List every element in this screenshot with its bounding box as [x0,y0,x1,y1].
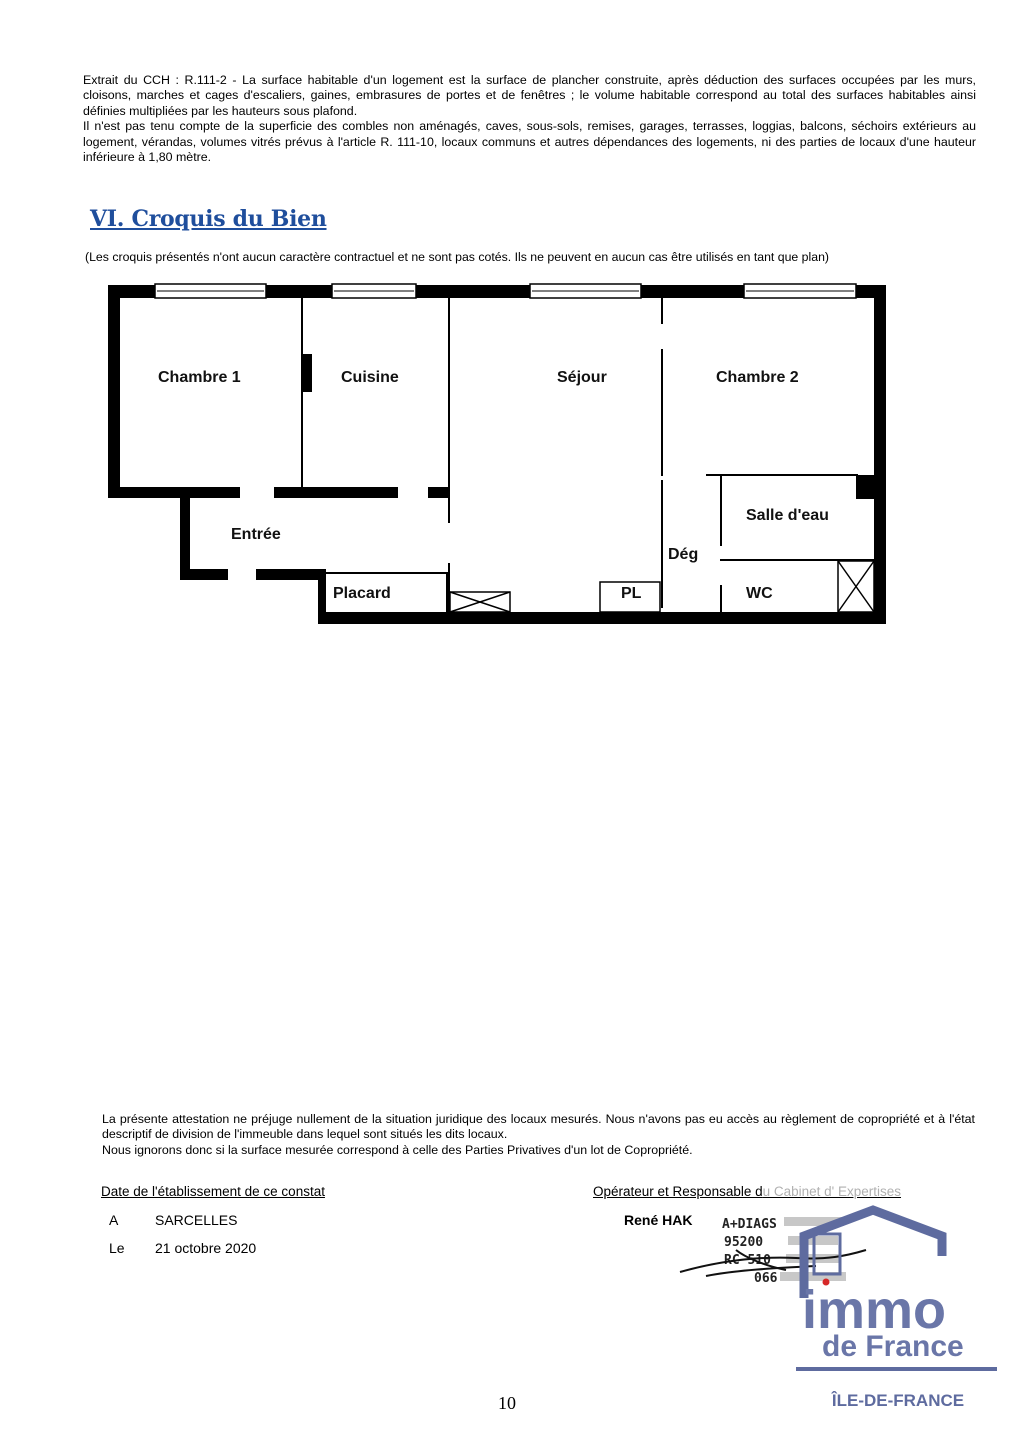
partition-sejour-chambre2-top [661,298,663,324]
place-value: SARCELLES [155,1212,238,1228]
wall-left [108,285,120,493]
attestation-text [102,1112,975,1158]
wall-entree-top-mid [274,487,398,498]
logo-line-2: de France [822,1330,964,1363]
room-deg: Dég [668,546,699,563]
room-chambre-2: Chambre 2 [716,369,799,386]
wall-salle-eau-stub [856,475,878,499]
wall-entree-top-left [108,487,240,498]
floor-plan [100,280,900,630]
logo-rule [796,1367,997,1371]
room-chambre-1: Chambre 1 [158,369,241,386]
partition-deg-right-top [720,476,722,546]
wall-entree-bottom-left [180,569,228,580]
place-label: A [109,1212,119,1228]
cch-extract [83,73,976,165]
room-placard: Placard [333,585,391,602]
partition-deg-right-bottom [720,585,722,613]
room-pl: PL [621,585,642,602]
logo-line-1: immo [802,1280,947,1340]
wall-placard-left [318,569,326,624]
stamp-line-3: RC 510 [724,1253,771,1268]
attestation-paragraph-1: La présente attestation ne préjuge nullement de la situation juridique des locaux mesurés. Nous n'avons pas eu accès au règlement de copropriété et à l'état descriptif de division de l'immeuble dans lequel sont situés les dits locaux. [102,1112,975,1142]
partition-chambre1-cuisine [301,298,303,488]
stamp-line-2: 95200 [724,1235,764,1250]
operator-heading-faded: u Cabinet d' Expertises [762,1184,902,1199]
sketch-disclaimer: (Les croquis présentés n'ont aucun caractère contractuel et ne sont pas cotés. Ils ne peuvent en aucun cas être utilisés en tant que plan) [85,250,830,264]
wall-entree-bottom-right [256,569,326,580]
partition-cuisine-sejour [448,298,450,523]
room-wc: WC [746,585,773,602]
stamp-line-1: A+DIAGS [722,1217,777,1232]
date-heading: Date de l'établissement de ce constat [101,1184,325,1199]
wall-entree-top-right [428,487,448,498]
date-value: 21 octobre 2020 [155,1240,257,1256]
room-salle-d-eau: Salle d'eau [746,507,829,524]
partition-placard-top [326,572,448,574]
section-title: VI. Croquis du Bien [90,206,327,232]
room-entree: Entrée [231,526,281,543]
cch-paragraph-1: Extrait du CCH : R.111-2 - La surface habitable d'un logement est la surface de plancher construite, après déduction des surfaces occupées par les murs, cloisons, marches et cages d'escaliers, gaines, embrasures de portes et de fenêtres ; le volume habitable correspond au total des surfaces habitables ainsi définies multipliées par les hauteurs sous plafond. [83,73,976,118]
partition-chambre2-bottom [706,474,858,476]
immo-de-france-logo [796,1198,1002,1418]
cch-paragraph-2: Il n'est pas tenu compte de la superficie des combles non aménagés, caves, sous-sols, remises, garages, terrasses, loggias, balcons, séchoirs extérieurs au logement, vérandas, volumes vitrés prévus à l'article R. 111-10, locaux communs et autres dépendances des logements, ni des parties de locaux d'une hauteur inférieure à 1,80 mètre. [83,119,976,165]
partition-sejour-chambre2 [661,349,663,476]
logo-line-3: ÎLE-DE-FRANCE [831,1391,965,1410]
wall-bottom [318,612,886,624]
attestation-paragraph-2: Nous ignorons donc si la surface mesurée correspond à celle des Parties Privatives d'un lot de Copropriété. [102,1142,693,1157]
stamp-line-4: 066 [754,1271,778,1286]
operator-heading [593,1184,901,1199]
wall-right [874,285,886,624]
page-number: 10 [498,1393,516,1413]
operator-heading-dark: Opérateur et Responsable d [593,1184,763,1199]
partition-deg-left [661,480,663,608]
partition-placard-right [446,572,448,612]
wall-entree-left [180,498,190,580]
date-label: Le [109,1240,125,1256]
operator-name: René HAK [624,1212,693,1228]
wall-cuisine-stub [302,354,312,392]
room-sejour: Séjour [557,369,607,386]
room-cuisine: Cuisine [341,369,399,386]
